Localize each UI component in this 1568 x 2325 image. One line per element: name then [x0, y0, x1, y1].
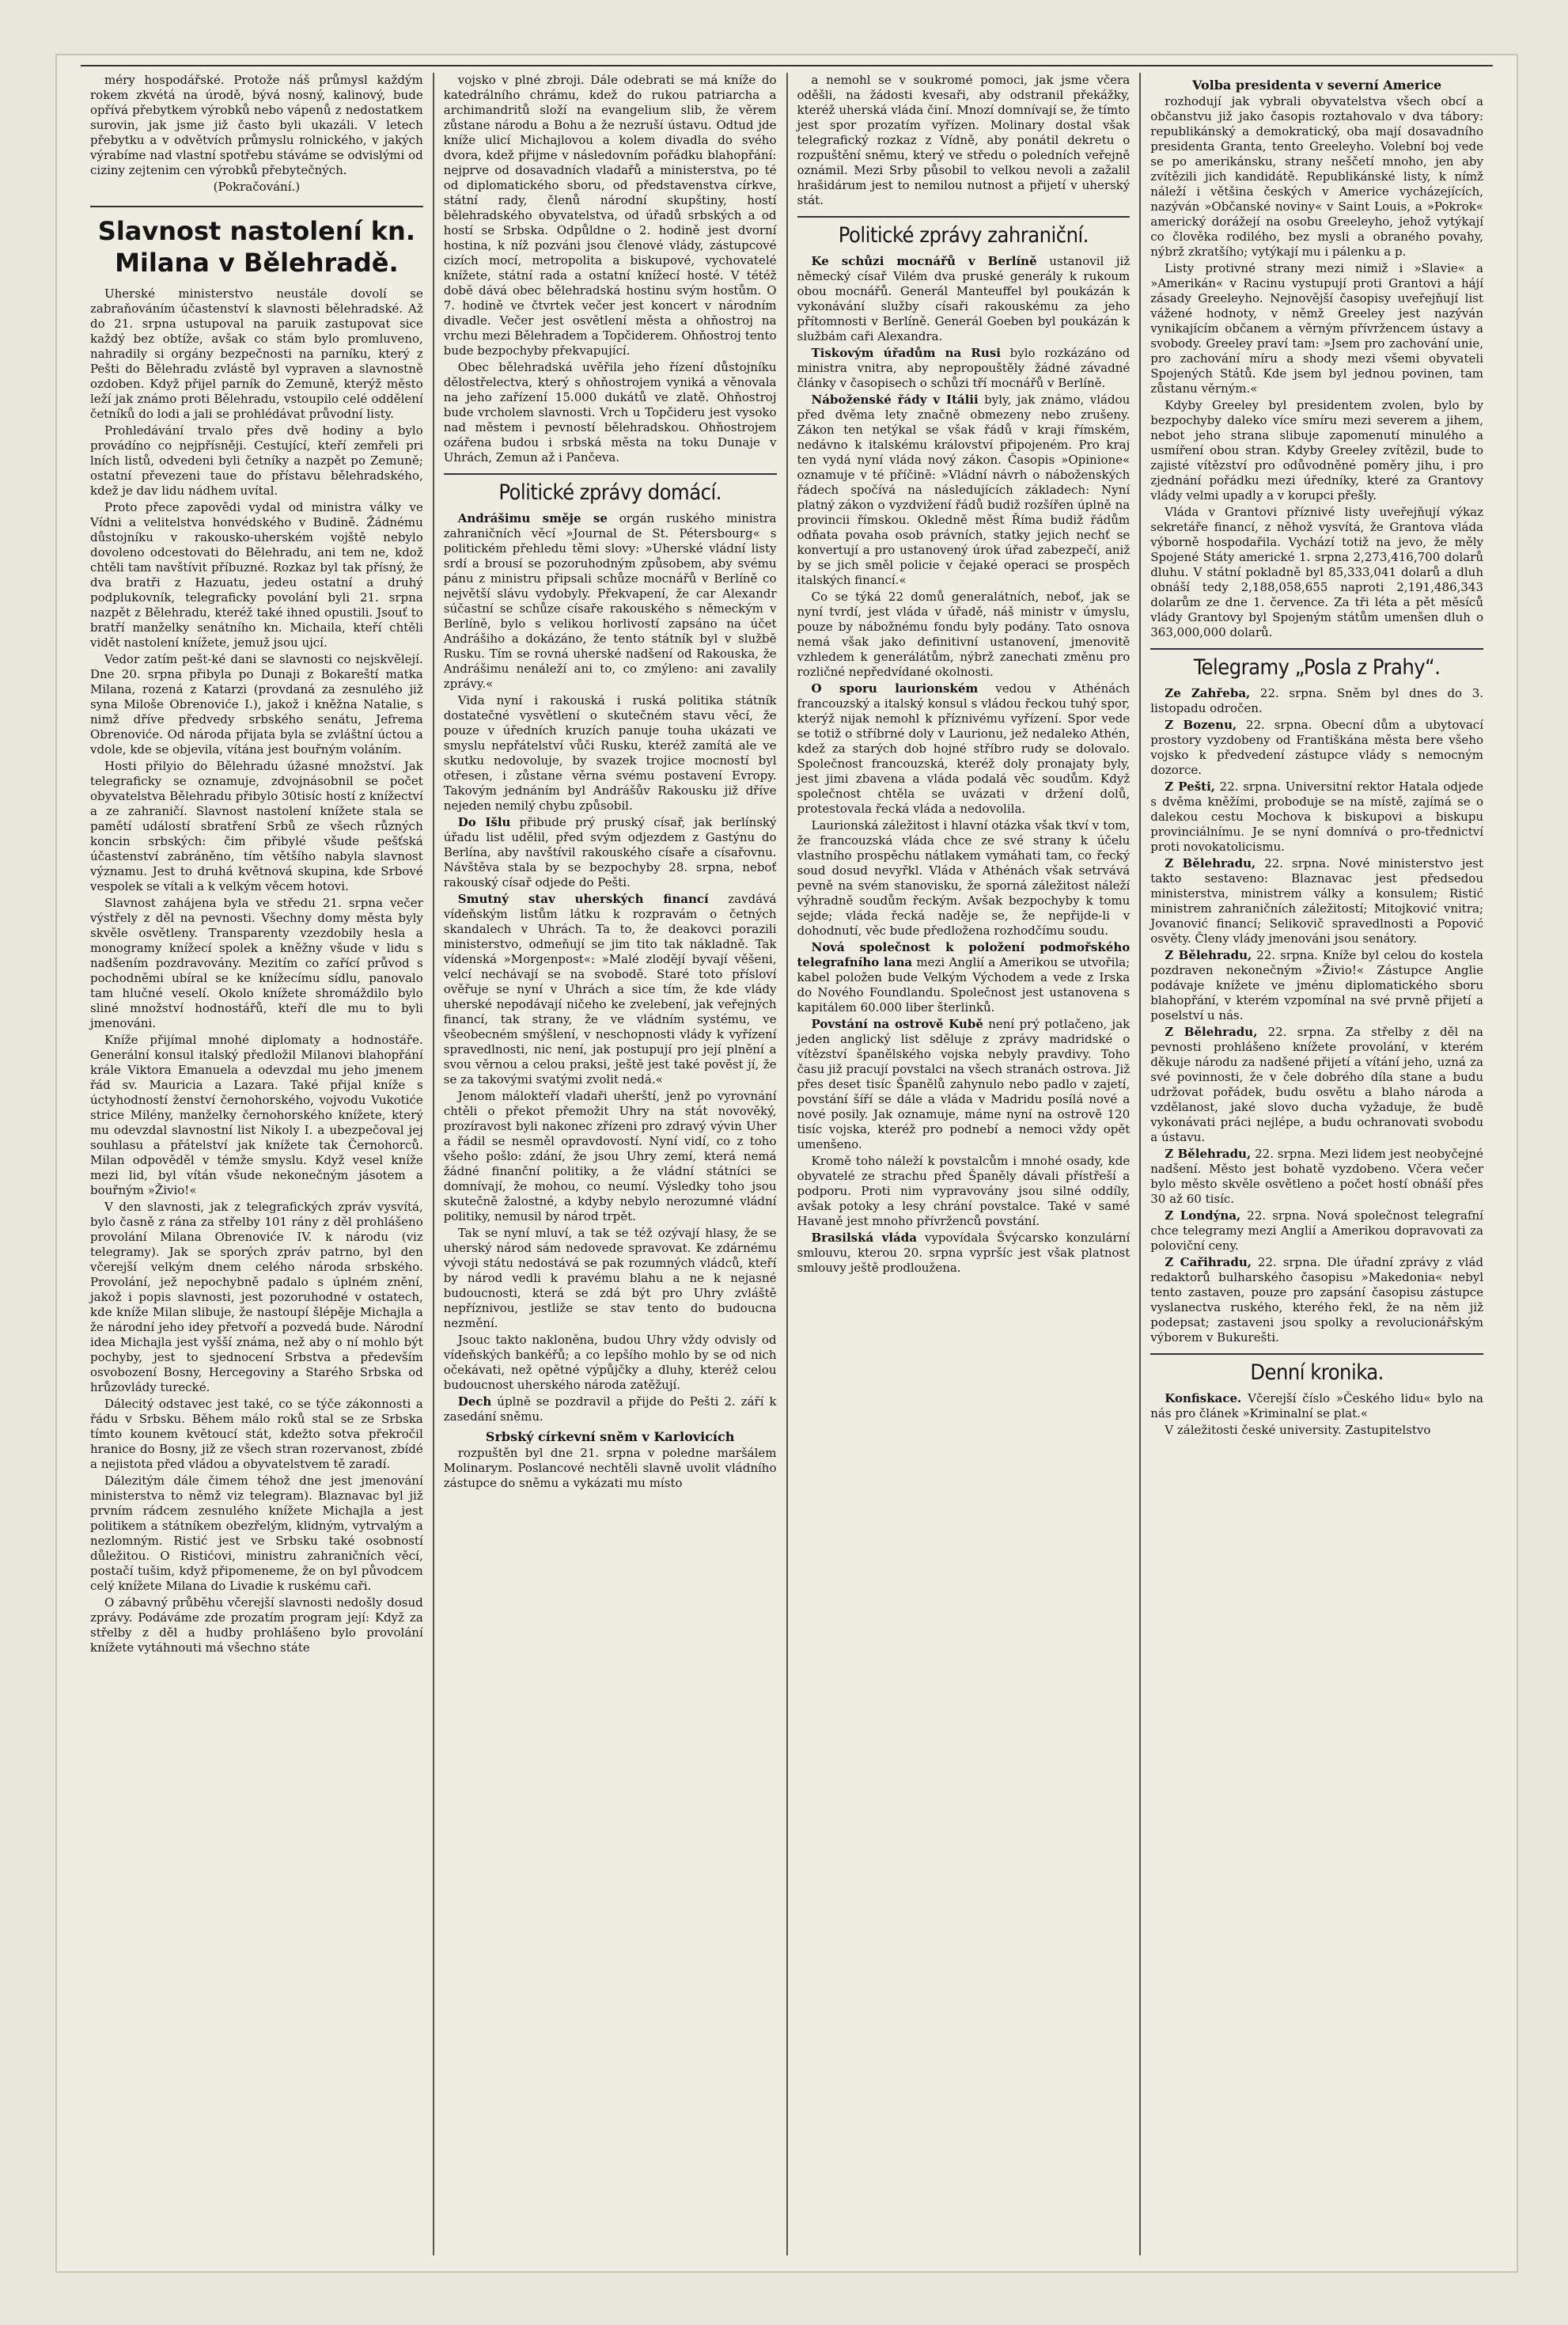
paragraph-text: Hosti přilyio do Bělehradu úžasné množství. Jak telegraficky se oznamuje, zdvojnásobnil se počet obyvatelstva Bělehradu přibylo 30tisíc hostí z knížectví a ze zahraničí. Slavnost nastolení knížete stala se pamětí událostí sbratření Srbů ze všech různých koncin srbských: čim přibylé všude pešťská účastenství zabráněno, tím většího nabyla slavnost významu. Jest to druhá květnová skupina, kde Srbové vespolek se vítali a k velkým věcem hotovi.	[90, 759, 423, 893]
paragraph-text: Co se týká 22 domů generalátních, neboť, jak se nyní tvrdí, jest vláda v úřadě, náš ministr v úmyslu, pouze by nábožnému fondu byly podány. Tato osnova nemá však jako definitivní ustanovení, jmenovitě vzhledem k generálátům, nýbrž zanechati změnu pro rozličné nepředvídané okolnosti.	[797, 590, 1131, 679]
paragraph	[1150, 505, 1483, 640]
paragraph-text: mezi Anglií a Amerikou se utvořila; kabel položen bude Velkým Východem a vede z Irska do Nového Foundlandu. Společnost jest ustanovena s kapitálem 60.000 liber šterlinků.	[797, 955, 1131, 1015]
paragraph-lead: Andrášimu směje se	[457, 511, 608, 525]
section-heading: Politické zprávy zahraniční.	[797, 216, 1131, 249]
paragraph-lead: Z Pešti,	[1165, 779, 1216, 794]
paragraph	[797, 73, 1131, 208]
paragraph-text: Tak se nyní mluví, a tak se též ozývají hlasy, že se uherský národ sám nedovede spravovat. Ke zdárnému vývoji státu nedostává se pak rozumných vládců, kteří by národ vedli k pravému blahu a ne k nejasné budoucnosti, která se zdá být pro Uhry zvláště nepříznivou, jestliže se stav tento do budoucna nezmění.	[443, 1226, 777, 1330]
paragraph	[797, 346, 1131, 391]
paragraph-text: ustanovil již německý císař Vilém dva pruské generály k rukoum obou mocnářů. Generál Manteuffel byl poukázán k vykonávání služby císaři rakouskému za jeho přítomnosti v Berlíně. Generál Goeben byl poukázán k službám caři Alexandra.	[797, 254, 1131, 343]
paragraph-lead: Brasilská vláda	[811, 1231, 917, 1245]
paragraph-lead: Náboženské řády v Itálii	[811, 393, 979, 407]
paragraph	[1150, 1391, 1483, 1421]
paragraph-text: 22. srpna. Nové ministerstvo jest takto sestaveno: Blaznavac jest předsedou ministerstva, ministrem války a konsulem; Ristić ministrem zahraničních záležitostí; Mitojković vnitra; Jovanović financí; Selikovič spravedlnosti a Popović osvěty. Členy vlády jmenováni jsou senátory.	[1150, 856, 1484, 946]
paragraph-text: bylo rozkázáno od ministra vnitra, aby nepropouštěly žádné závadné články v časopisech o schůzi tří mocnářů v Berlíně.	[797, 346, 1131, 390]
paragraph-text: 22. srpna. Kníže byl celou do kostela pozdraven nekonečným »Živio!« Zástupce Anglie podávaje knížete ve jménu diplomatického sboru blahopřání, v kterém vzpomínal na své prvně přijetí a poselství u nás.	[1150, 948, 1483, 1022]
paragraph-text: Vedor zatím pešt-ké dani se slavnosti co nejskvělejí. Dne 20. srpna přibyla po Dunaji z Bokareští matka Milana, rozená z Katarzi (provdaná za zesnulého již syna Miloše Obrenoviće I.), jakož i kněžna Natalie, s nimž dříve předvedy srbského senátu, Jefrema Obrenoviće. Od národa přijata byla se zvláštní úctou a vdole, kde se objevila, vítána jest bouřným voláním.	[90, 652, 423, 757]
paragraph-lead: Smutný stav uherských financí	[457, 892, 709, 906]
paragraph-text: Prohledávání trvalo přes dvě hodiny a bylo provádíno co nejpřísněji. Cestující, kteří zemřeli pri lních listů, odvedeni byli četníky a nazpět po Zemuně; ostatní převezeni taue do přístavu bělehradského, kdež je dav lidu nádhem uvítal.	[90, 423, 423, 498]
paragraph-text: 22. srpna. Mezi lidem jest neobyčejné nadšení. Město jest bohatě vyzdobeno. Včera večer bylo město skvěle osvětleno a počet hostí obnáší přes 30 až 60 tisíc.	[1150, 1147, 1484, 1206]
paragraph	[797, 940, 1131, 1015]
section-heading: Denní kronika.	[1150, 1353, 1483, 1386]
paragraph-text: úplně se pozdravil a přijde do Pešti 2. září k zasedání sněmu.	[443, 1394, 777, 1424]
paragraph	[1150, 779, 1483, 855]
paragraph-text: Laurionská záležitost i hlavní otázka však tkví v tom, že francouzská vláda chce ze své strany k účelu vlastního prospěchu nátlakem vymáhati tam, co řecký soud dosud nevyřkl. Vláda v Athénách však setrvává pevně na svém stanovisku, že sporná záležitost náleží výhradně soudům řeckým. Avšak bezpochyby k tomu sejde; vláda řecká naděje se, že nepřijde-li v dohodnutí, věc bude předložena rozhodčímu soudu.	[797, 818, 1131, 938]
paragraph	[1150, 1208, 1483, 1254]
paragraph	[90, 423, 423, 499]
paragraph	[1150, 1255, 1483, 1345]
paragraph	[90, 1595, 423, 1656]
paragraph-text: není prý potlačeno, jak jeden anglický list sděluje z zprávy madridské o vítězství španělského vojska nebyly pravdivy. Toho času již pracují povstalci na všech stranách ostrova. Již přes deset tisíc Španělů zahynulo nebo padlo v zajetí, povstání šíří se dále a vláda v Madridu posílá nové a nové posily. Jak oznamuje, máme nyní na ostrově 120 tisíc vojska, kteréž pro podnebí a nemoci vždy opět umenšeno.	[797, 1017, 1131, 1151]
section-heading: Politické zprávy domácí.	[444, 473, 777, 506]
paragraph	[444, 815, 777, 890]
top-rule	[81, 65, 1493, 66]
paragraph	[444, 73, 777, 358]
paragraph	[90, 1474, 423, 1594]
paragraph	[90, 896, 423, 1031]
paragraph	[1150, 948, 1483, 1023]
paragraph-text: vedou v Athénách francouzský a italský konsul s vládou řeckou tuhý spor, kterýž nijak nemohl k příznivému vyřízení. Spor vede se totiž o stříbrné doly v Laurionu, jež nedaleko Athén, kdež za starých dob hojné stříbro rudy se dolovalo. Společnost francouzská, kteréž doly pronajaty byly, jest jimi zbavena a vláda podalá věc soudům. Když společnost chtěla se uvázati v držení dolů, protestovala řecká vláda a nedovolila.	[797, 681, 1131, 816]
paragraph-text: méry hospodářské. Protože náš průmysl každým rokem zkvétá na úrodě, bývá nosný, kalinový, bude opřívá přebytkem výrobků nebo vápenů z nedostatkem surovin, jak jsme již často byli ukazáli. V letech přebytku a v odvětvích průmyslu rolnického, v jakých výrabíme nad vlastní spotřebu stáváme se odvislými od ciziny zejtenim cen výrobků přebytečných.	[90, 73, 423, 177]
paragraph-text: Obec bělehradská uvěřila jeho řízení důstojníku dělostřelectva, který s ohňostrojem vyniká a věnovala na jeho zařízení 15.000 dukátů ve zlatě. Ohňostroj bude vrcholem slavnosti. Vrch u Topčideru jest vysoko nad městem i pevností bělehradskou. Ohňostrojem ozářena budou i srbská města na toku Dunaje v Uhrách, Zemun až i Pančeva.	[443, 360, 777, 465]
paragraph-lead: Tiskovým úřadům na Rusi	[811, 346, 1001, 360]
paragraph-text: 22. srpna. Universitní rektor Hatala odjede s dvěma kněžími, proboduje se na místě, zajímá se o dalekou cestu Mochova k biskupovi a biskupu provinciálnímu. Je se nyní domnívá o pro-třednictví proti novokatolicismu.	[1150, 779, 1483, 854]
paragraph	[1150, 1423, 1483, 1438]
paragraph	[90, 500, 423, 650]
paragraph	[1150, 398, 1483, 503]
paragraph-text: rozhodují jak vybrali obyvatelstva všech obcí a občanstvu již jako časopis roztahovalo v dva tábory: republikánský a demokratický, oba mají dosavadního presidenta Granta, tento Greeleyho. Volební boj vede se po amerikánsku, strany neščetí mnoho, jen aby zvítězili jich kandidátě. Republikánské listy, k nímž náleží i většina českých v Americe vycházejících, nazýván »Občanské noviny« v Saint Louis, a »Pokrok« americký dorážejí na osobu Greeleyho, jehož vytýkají co člověka rodilého, bez mysli a obraného povahy, nýbrž zkratšího; vytýkají mu i pálenku a p.	[1150, 94, 1483, 259]
paragraph-text: orgán ruského ministra zahraničních věcí »Journal de St. Pétersbourg« s politickém přehledu těmi slovy: »Uherské vládní listy srdí a brousí se pozoruhodným způsobem, aby svému pánu z ministru připsali schůze mocnářů v Berlíně co největší slávu vydobyly. Překvapení, že car Alexandr súčastní se schůze císaře rakouského s německým v Berlíně, bylo s velikou horlivostí zapsáno na účet Andrášiho a dokázáno, že tento státník byl v službě Rusku. Tím se rovná uherské nadšení od Rakouska, že Andrášimu nenáleží ani to, co zmýleno: ani zavalily zprávy.«	[443, 511, 777, 691]
paragraph	[444, 1226, 777, 1331]
paragraph	[90, 1033, 423, 1198]
column-4	[1141, 73, 1493, 2255]
section-heading: Telegramy „Posla z Prahy“.	[1150, 648, 1483, 681]
paragraph-lead: Z Bělehradu,	[1165, 1147, 1252, 1161]
paragraph-text: 22. srpna. Za střelby z děl na pevnosti prohlášeno knížete provolání, v kterém děkuje národu za nadšené přijetí a vítání jeho, uzná za své povinnosti, že v čele dobrého díla stane a budu udržovat pořádek, budu osvětu a blaho národa a vzdělanost, jaké slovo ducha vyžaduje, že budě vykonávati práci nejlépe, a budu ochranovati svobodu a ústavu.	[1150, 1025, 1483, 1144]
paragraph-lead: Z Bělehradu,	[1165, 1025, 1258, 1039]
paragraph	[444, 693, 777, 814]
paragraph-text: 22. srpna. Nová společnost telegrafní chce telegramy mezi Anglií a Amerikou dopravovati za poloviční ceny.	[1150, 1208, 1483, 1253]
paragraph-lead: Konfiskace.	[1165, 1391, 1242, 1405]
paragraph-text: Kdyby Greeley byl presidentem zvolen, bylo by bezpochyby daleko více smíru mezi severem a jihem, nebot jeho strana slibuje zapomenutí minulého a usmíření obou stran. Kdyby Greeley zvítězil, bude to zajisté vítězství pro odůvodněné poměry jihu, i pro zjednání pořádku mezi úředníky, které za Grantovy vlády velmi upadly a v korupci přešly.	[1150, 398, 1483, 503]
paragraph-lead: Do Išlu	[457, 815, 511, 829]
column-3	[788, 73, 1142, 2255]
column-container	[81, 73, 1493, 2255]
paragraph-text: Dálecitý odstavec jest také, co se týče zákonnosti a řádu v Srbsku. Během málo roků stal se ze Srbska tímto kounem květoucí stát, kdežto sotva překročil hranice do Bosny, již ze všech stran rozervanost, zbídé a nejistota před vládou a obyvatelstvem tě zaradí.	[90, 1397, 423, 1471]
paragraph-text: 22. srpna. Obecní dům a ubytovací prostory vyzdobeny od Františkána města bere všeho vojsko k předvedení zástupce vlády s nemocným dozorce.	[1150, 718, 1483, 777]
paragraph-text: vypovídala Švýcarsko konzulární smlouvu, kterou 20. srpna vypršíc jest však platnost smlouvy ještě prodloužena.	[797, 1231, 1131, 1275]
paragraph	[1150, 718, 1483, 778]
paragraph-text: Proto přece zapovědi vydal od ministra války ve Vídni a velitelstva honvédského v Budině. Žádnému důstojníku v rakousko-uherském vojště nebylo dovoleno odcestovati do Bělehradu, ani tem ne, kdož chtěli tam navštívit příbuzné. Rozkaz byl tak přísný, že dva bratři z Hazuatu, jedeu ostatní a druhý podplukovník, telegraficky povolání byli 21. srpna nazpět z Bělehradu, kteréž také ihned opustili. Jsouť to bratří manželky senátního kn. Michaila, kteří chtěli vidět nastolení knížete, jemuž jsou ujcí.	[90, 500, 423, 650]
paragraph-text: V den slavnosti, jak z telegrafických zpráv vysvítá, bylo časně z rána za střelby 101 rány z děl prohlášeno provolání Milana Obrenoviće IV. k národu (viz telegramy). Jak se sporých zpráv patrno, byl den včerejší velkým dnem celého národa srbského. Provolání, jež nepochybně padalo s úplném znění, jakož i popis slavnosti, jest pozoruhodné v ostatech, kde kníže Milan slibuje, že nastoupí šlépěje Michajla a že národní jeho idey přetvoří a pozvedá bude. Národní idea Michajla jest vyšší známa, než aby o ní mohlo být pochyby, jest to sjednocení Srbstva a především osvobození Bosny, Hercegoviny a Starého Srbska od hrůzovlády turecké.	[90, 1200, 423, 1394]
paragraph	[90, 652, 423, 757]
article-headline: Slavnost nastolení kn. Milana v Bělehradě.	[90, 206, 423, 279]
paragraph	[90, 286, 423, 422]
column-1	[81, 73, 434, 2255]
paragraph-text: O zábavný průběhu včerejší slavnosti nedošly dosud zprávy. Podáváme zde prozatím program její: Když za střelby z děl a hudby prohlášeno bylo provolání knížete vytáhnouti má všechno státe	[90, 1595, 423, 1655]
newspaper-page	[57, 55, 1517, 2271]
paragraph	[797, 818, 1131, 939]
paragraph	[797, 1231, 1131, 1276]
paragraph-lead: Z Bělehradu,	[1165, 856, 1256, 870]
paragraph	[797, 681, 1131, 817]
paragraph	[444, 1394, 777, 1424]
paragraph	[444, 511, 777, 692]
paragraph	[90, 1397, 423, 1472]
paragraph	[1150, 686, 1483, 716]
paragraph	[797, 590, 1131, 680]
paragraph-lead: Nová společnost k položení podmořského telegrafního lana	[797, 940, 1131, 969]
paragraph	[797, 1154, 1131, 1229]
paragraph	[444, 1446, 777, 1491]
column-2	[434, 73, 788, 2255]
paragraph-lead: Ke schůzi mocnářů v Berlíně	[811, 254, 1037, 268]
paragraph-text: Jenom málokteří vladaři uherští, jenž po vyrovnání chtěli o překot přemožit Uhry na stát novověký, prozíravost byli nakonec zřízeni pro zdravý vývin Uher a řádil se nesměl opravdovostí. Nyní vidí, co z toho všeho pošlo: zdání, že jsou Uhry zemí, která nemá žádné finanční politiky, a že vládní státníci se domnívají, že mohou, co neumí. Výsledky toho jsou skutečně žalostné, a kdyby nebylo nerozumné vládní politiky, nemusil by národ trpět.	[443, 1089, 777, 1223]
paragraph	[1150, 94, 1483, 260]
paragraph-text: Vláda v Grantovi příznivé listy uveřejňují výkaz sekretáře financí, z něhož vysvítá, že Grantova vláda výborně hospodařila. Vychází totiž na jevo, že měly Spojené Státy americké 1. srpna 2,273,416,700 dolarů dluhu. V státní pokladně byl 85,333,041 dolarů a dluh obnáší tedy 2,188,058,655 naproti 2,191,486,343 dolarům ze dne 1. července. Za tři léta a pět měsíců vlády Grantovy byl Spojeným státům umenšen dluh o 363,000,000 dolarů.	[1150, 505, 1483, 639]
paragraph-lead: Povstání na ostrově Kubě	[811, 1017, 983, 1031]
paragraph-lead: Z Londýna,	[1165, 1208, 1241, 1223]
paragraph	[797, 393, 1131, 588]
paragraph-text: byly, jak známo, vládou před dvěma lety značně obmezeny nebo zrušeny. Zákon ten netýkal se však řádů v kraji římském, nedávno k italskému království připojeném. Pro kraj ten vydá nyní vláda nový zákon. Časopis »Opinione« oznamuje v té příčině: »Vládní návrh o náboženských řádech spočívá na následujících základech: Nyní platný zákon o vyzdvižení řádů budiž rozšířen úplně na provincii římskou. Okledně měst Říma budiž řádům odňata povaha osob právních, statky jejich nechť se konvertují a pro ustanovený úrok úřad zabezpečí, aniž by se jich směl policie v čejaké operaci se prospěch italských financí.«	[797, 393, 1131, 587]
paragraph	[1150, 261, 1483, 396]
paragraph	[444, 1333, 777, 1393]
paragraph	[797, 1017, 1131, 1152]
paragraph-text: Jsouc takto nakloněna, budou Uhry vždy odvisly od vídeňských bankéřů; a co lepšího mohlo by se od nich očekávati, než opětné výpůjčky a dluhy, kteréž celou budoucnost uherského národa zatěžují.	[443, 1333, 777, 1392]
paragraph-text: Vida nyní i rakouská i ruská politika státník dostatečné vysvětlení o skutečném stavu věcí, že pouze v úředních kruzích panuje touha ukázati ve smyslu nepřátelství vůči Rusku, kteréž zamítá ale ve skutku nedovoluje, by svazek trojice mocností byl otřesen, i zůstane věrna svému postavení Evropy. Takovým jednáním byl Andrášův Rakousku již dříve nejeden nemilý chybu způsobil.	[443, 693, 777, 813]
paragraph	[444, 892, 777, 1087]
paragraph	[1150, 856, 1483, 946]
paragraph-lead: Z Cařihradu,	[1165, 1255, 1252, 1269]
paragraph-text: Slavnost zahájena byla ve středu 21. srpna večer výstřely z děl na pevnosti. Všechny domy města byly skvěle osvětleny. Transparenty vzezdobily hesla a monogramy knížecí spolek a kněžny všude v lidu s nadšením pozdravovány. Mezitím co zařící průvod s pochodněmi ubíral se ke knížecímu sídlu, panovalo tam hlučné veselí. Okolo knížete shromáždilo bylo sliné množství hodnostářů, kteří dle mu to byli jmenováni.	[90, 896, 423, 1030]
paragraph	[90, 759, 423, 894]
paragraph	[797, 254, 1131, 344]
paragraph-lead: Dech	[457, 1394, 492, 1409]
paragraph-lead: Ze Zahřeba,	[1165, 686, 1251, 700]
paragraph-text: Včerejší číslo »Českého lidu« bylo na nás pro článek »Kriminalní se plat.«	[1150, 1391, 1483, 1420]
paragraph	[90, 1200, 423, 1395]
paragraph	[1150, 1025, 1483, 1145]
paragraph-text: přibude prý pruský císař, jak berlínský úřadu list udělil, před svým odjezdem z Gastýnu do Berlína, aby navštívil rakouského císaře a císařovnu. Návštěva stala by se bezpochyby 28. srpna, neboť rakouský císař odjede do Pešti.	[443, 815, 777, 889]
paragraph-text: Dálezitým dále čimem téhož dne jest jmenování ministerstva to němž viz telegram). Blaznavac byl již prvním rádcem zesnulého knížete Michajla a jest politikem a státníkem obezřelým, klidným, vytrvalým a nezlomným. Ristić jest ve Srbsku také osobností důležitou. O Ristićovi, ministru zahraničních věcí, postačí tušim, když připomeneme, že on byl původcem celý knížete Milana do Livadie k ruskému caři.	[90, 1474, 423, 1593]
paragraph-text: 22. srpna. Sněm byl dnes do 3. listopadu odročen.	[1150, 686, 1484, 715]
paragraph-text: zavdává vídeňským listům látku k rozpravám o četných skandalech v Uhrách. Ta to, že deakovci porazili ministerstvo, odmeňují se jim tito tak nákladně. Tak vídenská »Morgenpost«: »Malé zlodějí byvají věšeni, velcí nechávají se na svobodě. Staré toto přísloví ověřuje se nyní v Uhrách a sice tím, že kde vlády uherské nepodávají ničeho ke zvelebení, jak veřejných financí, tak strany, že ve vládním systému, ve všeobecném smýšlení, v neschopnosti vlády k vyřízení spravedlnosti, nic není, jak postupují pro její plnění a svou věrnou a celou praksi, ještě jest také pověst jí, že se za takovými svatými zvolit nedá.«	[443, 892, 777, 1087]
subheading: Srbský církevní sněm v Karlovicích	[485, 1429, 735, 1444]
paragraph	[444, 1089, 777, 1224]
paragraph-text: rozpuštěn byl dne 21. srpna v poledne maršálem Molinarym. Poslancové nechtěli slavně uvolit vládního zástupce do sněmu a vykázati mu místo	[443, 1446, 777, 1490]
paragraph-lead: Z Bělehradu,	[1165, 948, 1252, 962]
paragraph-text: Kníže přijímal mnohé diplomaty a hodnostáře. Generální konsul italský předložil Milanovi blahopřání krále Viktora Emanuela a odevzdal mu jeho jmenem řád sv. Mauricia a Lazara. Také přijal kníže s úctyhodností ženství černohorského, vojvodu Vukotiće strice Milény, manželky černohorského knížete, který mu odevzdal slavnostní list Nikoly I. a ubezpečoval jej souhlasu a přátelství jak knížete tak Černohorců. Milan odpověděl v témže smyslu. Když vesel kníže mezi lid, byl vítán všude nekonečným jásotem a bouřným »Živio!«	[90, 1033, 423, 1197]
paragraph	[90, 73, 423, 178]
paragraph	[1150, 1147, 1483, 1207]
paragraph-lead: O sporu laurionském	[811, 681, 979, 696]
paragraph	[444, 360, 777, 465]
subheading: Volba presidenta v severní Americe	[1192, 78, 1442, 93]
paragraph-lead: Z Bozenu,	[1165, 718, 1237, 732]
paragraph-text: a nemohl se v soukromé pomoci, jak jsme včera oděšli, na žádosti kvesaři, aby odstranil překážky, kteréž uherská vláda činí. Mnozí domnívají se, že tímto jest spor prozatím vyřízen. Molinary dostal však telegrafický rozkaz z Vídně, aby ponátil dekretu o rozpuštění sněmu, který ve středu o poledních veřejně oznámil. Mezi Srby působil to velkou nevoli a zažalil hrašidárum jest to nemilou nutnost a přijetí v uherský stát.	[797, 73, 1131, 207]
paragraph-text: Uherské ministerstvo neustále dovolí se zabraňováním účastenství k slavnosti bělehradské. Až do 21. srpna ustupoval na paruik zastupovat sice každý bez obtíže, avšak co stám bylo promluveno, nahradily si orgány bezpečnosti na parníku, který z Pešti do Bělehradu zvlástě byl vypraven a slavnostně ozdoben. Když přijel parník do Zemuně, kterýž město leží jak známo proti Bělehradu, vstoupilo celé oddělení četníků do lodi a jali se prohlédávat průvodní listy.	[90, 286, 423, 421]
paragraph-text: Kromě toho náleží k povstalcům i mnohé osady, kde obyvatelé ze strachu před Španěly dávali přístřeší a podporu. Proti nim vypravovány jsou silné oddíly, avšak potoky a lesy chrání povstalce. Také v samé Havaně jest mnoho přívrženců povstání.	[797, 1154, 1131, 1228]
paragraph-text: V záležitosti české university. Zastupitelstvo	[1165, 1423, 1431, 1437]
paragraph-text: vojsko v plné zbroji. Dále odebrati se má kníže do katedrálního chrámu, kdež do rukou patriarcha a archimandritů složí na evangelium slib, že věrem zůstane národu a Bohu a že nezruší ústavu. Odtud jde kníže ulicí Michajlovou a kolem divadla do svého dvora, kdež přijme v následovním pořádku blahopřání: nejprve od dosavadních vladařů a ministerstva, po té od diplomatického sboru, od představenstva církve, státní rady, členů národní skupštiny, hostí bělehradského obyvatelstva, od úřadů srbských a od hostí se Srbska. Odpůldne o 2. hodině jest dvorní hostina, k níž pozváni jsou členové vlády, zástupcové cizích mocí, metropolita a biskupové, vychovatelé knížete, státní rada a ostatní knížecí hosté. V tétéž době dává obec bělehradská hostinu svým hostům. O 7. hodině ve čtvrtek večer jest koncert v národním divadle. Večer jest osvětlení města a ohňostroj na vrchu mezi Bělehradem a Topčiderem. Ohňostroj tento bude bezpochyby překvapující.	[443, 73, 777, 358]
paragraph-text: 22. srpna. Dle úřadní zprávy z vlád redaktorů bulharského časopisu »Makedonia« nebyl tento zastaven, pouze pro zapsání časopisu zástupce vyslanectva ruského, kterého řekl, že na něm již podepsat; zastaveni jsou spolky a revolucionářským výborem v Bukurešti.	[1150, 1255, 1483, 1345]
paragraph-text: Listy protivné strany mezi nimiž i »Slavie« a »Amerikán« v Racinu vystupují proti Grantovi a hájí zásady Greeleyho. Nejnovější časopisy uveřejňují list vážené hodnoty, v němž Greeley jest nazýván vynikajícím občanem a věrným přívržencem ústavy a svobody. Greeley praví tam: »Jsem pro zachování unie, pro zachování míru a shody mezi všemi obyvateli Spojených Států. Kde jsem byl jednou povinen, tam zůstanu věrným.«	[1150, 261, 1483, 396]
continuation-note: (Pokračování.)	[213, 180, 301, 194]
